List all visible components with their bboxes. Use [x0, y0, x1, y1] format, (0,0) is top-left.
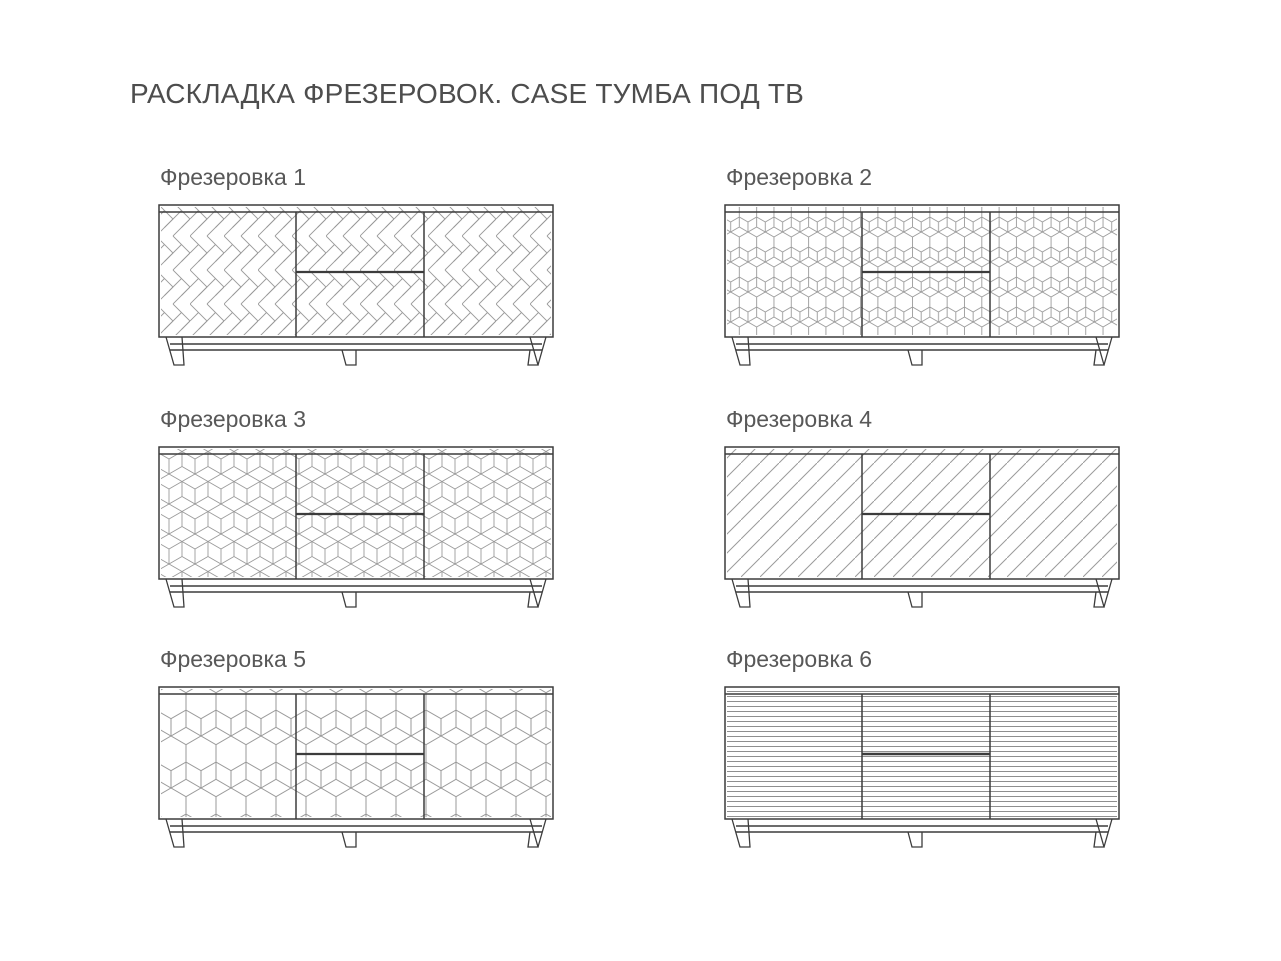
- cabinet-drawing-6: [722, 684, 1122, 849]
- milling-card-4: [722, 406, 1142, 621]
- page-title: РАСКЛАДКА ФРЕЗЕРОВОК. CASE ТУМБА ПОД ТВ: [130, 78, 805, 109]
- cabinet-drawing-5: [156, 684, 556, 849]
- cabinet-drawing-4: [722, 444, 1122, 609]
- milling-card-6: [722, 646, 1142, 861]
- milling-card-1-title: Фрезеровка 1: [160, 164, 306, 190]
- cabinet-drawing-2: [722, 202, 1122, 367]
- cabinet-drawing-3: [156, 444, 556, 609]
- milling-card-2-title: Фрезеровка 2: [726, 164, 872, 190]
- milling-card-2: [722, 164, 1142, 379]
- milling-card-3-title: Фрезеровка 3: [160, 406, 306, 432]
- milling-card-5: [156, 646, 576, 861]
- milling-card-3: [156, 406, 576, 621]
- milling-card-5-title: Фрезеровка 5: [160, 646, 306, 672]
- milling-card-4-title: Фрезеровка 4: [726, 406, 872, 432]
- cabinet-drawing-1: [156, 202, 556, 367]
- milling-card-1: [156, 164, 576, 379]
- milling-card-6-title: Фрезеровка 6: [726, 646, 872, 672]
